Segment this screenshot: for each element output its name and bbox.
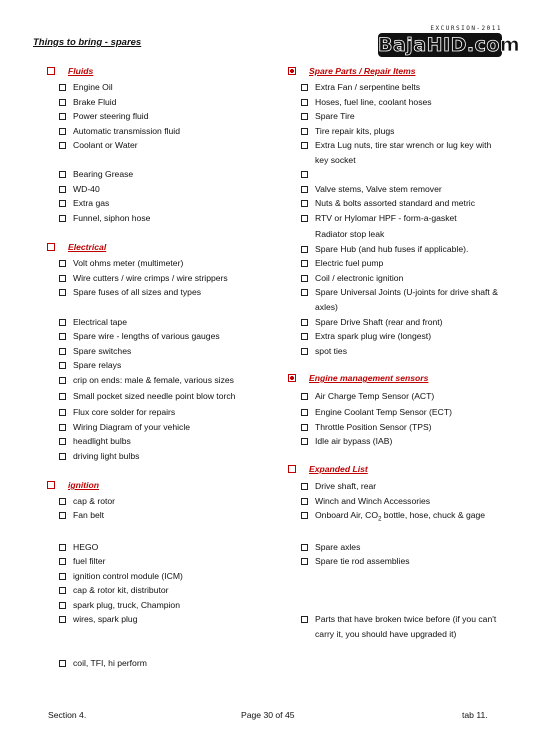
checkbox[interactable] [301,215,308,222]
checkbox[interactable] [301,99,308,106]
checklist-item[interactable]: Hoses, fuel line, coolant hoses [301,95,505,110]
checklist-item[interactable]: headlight bulbs [59,434,278,449]
checklist-item[interactable]: spark plug, truck, Champion [59,598,278,613]
checkbox[interactable] [301,246,308,253]
checklist-item[interactable]: Onboard Air, $CO_2$ bottle, hose, chuck & gage [301,508,495,527]
checklist-item[interactable]: Engine Oil [59,80,273,95]
checklist-item[interactable]: crip on ends: male & female, various sizes [59,373,278,388]
checkbox[interactable] [59,113,66,120]
checklist-item[interactable]: Power steering fluid [59,109,273,124]
checklist-item[interactable]: driving light bulbs [59,449,278,464]
section-heading-electrical: Electrical [47,242,106,256]
checkbox[interactable] [59,333,66,340]
checklist-item[interactable]: Small pocket sized needle point blow torch [59,389,278,404]
checkbox[interactable] [59,393,66,400]
checkbox[interactable] [301,319,308,326]
checkbox[interactable] [301,84,308,91]
logo-wordmark: BajaHID.com [378,34,521,56]
checkbox[interactable] [301,128,308,135]
checklist-item[interactable]: Air Charge Temp Sensor (ACT) [301,389,505,404]
checkbox[interactable] [301,393,308,400]
checklist-item[interactable]: ignition control module (ICM) [59,569,278,584]
checklist-item[interactable]: wires, spark plug [59,612,278,627]
checkbox[interactable] [59,424,66,431]
checkbox[interactable] [59,319,66,326]
checklist-item[interactable]: WD-40 [59,182,273,197]
checklist-item[interactable]: Spare Drive Shaft (rear and front) [301,315,505,330]
checkbox[interactable] [59,275,66,282]
checkbox[interactable] [59,558,66,565]
checklist-item[interactable]: Spare relays [59,358,278,373]
checklist-item[interactable]: Coolant or Water [59,138,273,153]
checklist-item[interactable]: Extra gas [59,196,273,211]
checklist-item[interactable]: Nuts & bolts assorted standard and metric [301,196,505,211]
checkbox[interactable] [59,348,66,355]
checkbox[interactable] [301,498,308,505]
checklist-item[interactable]: Fan belt [59,508,278,523]
checkbox[interactable] [59,377,66,384]
section-checkbox[interactable] [288,67,296,75]
checklist-item[interactable]: coil, TFI, hi perform [59,656,278,671]
checklist-item[interactable]: Wiring Diagram of your vehicle [59,420,278,435]
checkbox[interactable] [301,512,308,519]
checklist-item[interactable]: HEGO [59,540,278,555]
checkbox[interactable] [59,660,66,667]
checklist-item[interactable]: Extra spark plug wire (longest) [301,329,505,344]
checkbox[interactable] [59,260,66,267]
checkbox[interactable] [59,573,66,580]
checklist-item[interactable]: cap & rotor [59,494,278,509]
checkbox[interactable] [59,200,66,207]
checklist-item[interactable]: Spare Tire [301,109,505,124]
checklist-item[interactable]: RTV or Hylomar HPF - form-a-gasket [301,211,505,226]
section-checkbox[interactable] [288,465,296,473]
checkbox[interactable] [301,260,308,267]
checklist-item[interactable]: Volt ohms meter (multimeter) [59,256,278,271]
checkbox[interactable] [59,142,66,149]
checkbox[interactable] [59,602,66,609]
checkbox[interactable] [301,409,308,416]
checklist-item[interactable]: Spare axles [301,540,505,555]
checklist-item[interactable]: cap & rotor kit, distributor [59,583,278,598]
section-checkbox[interactable] [47,243,55,251]
checkbox[interactable] [59,84,66,91]
checkbox[interactable] [59,498,66,505]
section-heading-spare-parts: Spare Parts / Repair Items [288,66,416,80]
checkbox[interactable] [59,362,66,369]
checkbox[interactable] [301,289,308,296]
checklist-item[interactable]: Electric fuel pump [301,256,505,271]
checkbox[interactable] [301,171,308,178]
checklist-item[interactable]: Radiator stop leak [315,229,385,239]
checkbox[interactable] [301,142,308,149]
checkbox[interactable] [301,424,308,431]
section-heading-fluids: Fluids [47,66,93,80]
checklist-item[interactable]: Automatic transmission fluid [59,124,273,139]
checklist-item[interactable]: fuel filter [59,554,278,569]
section-heading-engine-sensors: Engine management sensors [288,373,428,387]
checkbox[interactable] [59,171,66,178]
section-checkbox[interactable] [288,374,296,382]
checkbox[interactable] [301,275,308,282]
logo-tagline: EXCURSION-2011 [430,25,502,32]
checklist-item[interactable]: Parts that have broken twice before (if you can't carry it, you should have upgraded it) [301,612,505,641]
bajahid-logo [378,25,521,63]
checklist-item[interactable]: Tire repair kits, plugs [301,124,505,139]
checkbox[interactable] [59,128,66,135]
checkbox[interactable] [59,587,66,594]
checklist-item[interactable]: Drive shaft, rear [301,479,505,494]
checklist-item[interactable]: Spare tie rod assemblies [301,554,505,569]
checklist-item[interactable]: Engine Coolant Temp Sensor (ECT) [301,405,505,420]
checkbox[interactable] [59,409,66,416]
checkbox[interactable] [301,333,308,340]
checkbox[interactable] [301,438,308,445]
checklist-item[interactable]: Funnel, siphon hose [59,211,273,226]
checkbox[interactable] [59,453,66,460]
checkbox[interactable] [59,544,66,551]
checklist-item[interactable]: Electrical tape [59,315,278,330]
checkbox[interactable] [301,200,308,207]
footer-tab: tab 11. [462,710,488,720]
checklist-item[interactable]: Bearing Grease [59,167,273,182]
checkbox[interactable] [301,544,308,551]
footer-section: Section 4. [48,710,87,720]
checklist-item[interactable] [301,167,505,182]
checklist-item[interactable]: Extra Fan / serpentine belts [301,80,505,95]
checklist-item[interactable]: Coil / electronic ignition [301,271,505,286]
checkbox[interactable] [301,348,308,355]
section-checkbox[interactable] [47,481,55,489]
checkbox[interactable] [301,113,308,120]
checklist-item[interactable]: Idle air bypass (IAB) [301,434,505,449]
checklist-item[interactable]: Extra Lug nuts, tire star wrench or lug key with key socket [301,138,505,167]
section-heading-expanded-list: Expanded List [288,464,368,478]
checkbox[interactable] [301,483,308,490]
section-checkbox[interactable] [47,67,55,75]
checklist-item[interactable]: Spare switches [59,344,278,359]
checklist-item[interactable]: Valve stems, Valve stem remover [301,182,505,197]
footer-page-number: Page 30 of 45 [241,710,295,720]
checkbox[interactable] [59,99,66,106]
checklist-item[interactable]: Winch and Winch Accessories [301,494,505,509]
checklist-item[interactable]: spot ties [301,344,505,359]
checkbox[interactable] [59,215,66,222]
checklist-item[interactable]: Flux core solder for repairs [59,405,278,420]
checklist-item[interactable]: Spare Hub (and hub fuses if applicable). [301,242,505,257]
checklist-item[interactable]: Spare Universal Joints (U-joints for drive shaft & axles) [301,285,505,314]
checkbox[interactable] [301,616,308,623]
checklist-item[interactable]: Brake Fluid [59,95,273,110]
checkbox[interactable] [59,512,66,519]
checkbox[interactable] [59,438,66,445]
page-title: Things to bring - spares [33,37,142,48]
checkbox[interactable] [301,558,308,565]
checklist-item[interactable]: Spare fuses of all sizes and types [59,285,278,300]
checkbox[interactable] [59,186,66,193]
checklist-item[interactable]: Wire cutters / wire crimps / wire strippers [59,271,278,286]
checkbox[interactable] [59,616,66,623]
section-heading-ignition: ignition [47,480,99,494]
checklist-item[interactable]: Throttle Position Sensor (TPS) [301,420,505,435]
checkbox[interactable] [301,186,308,193]
checklist-item[interactable]: Spare wire - lengths of various gauges [59,329,278,344]
checkbox[interactable] [59,289,66,296]
